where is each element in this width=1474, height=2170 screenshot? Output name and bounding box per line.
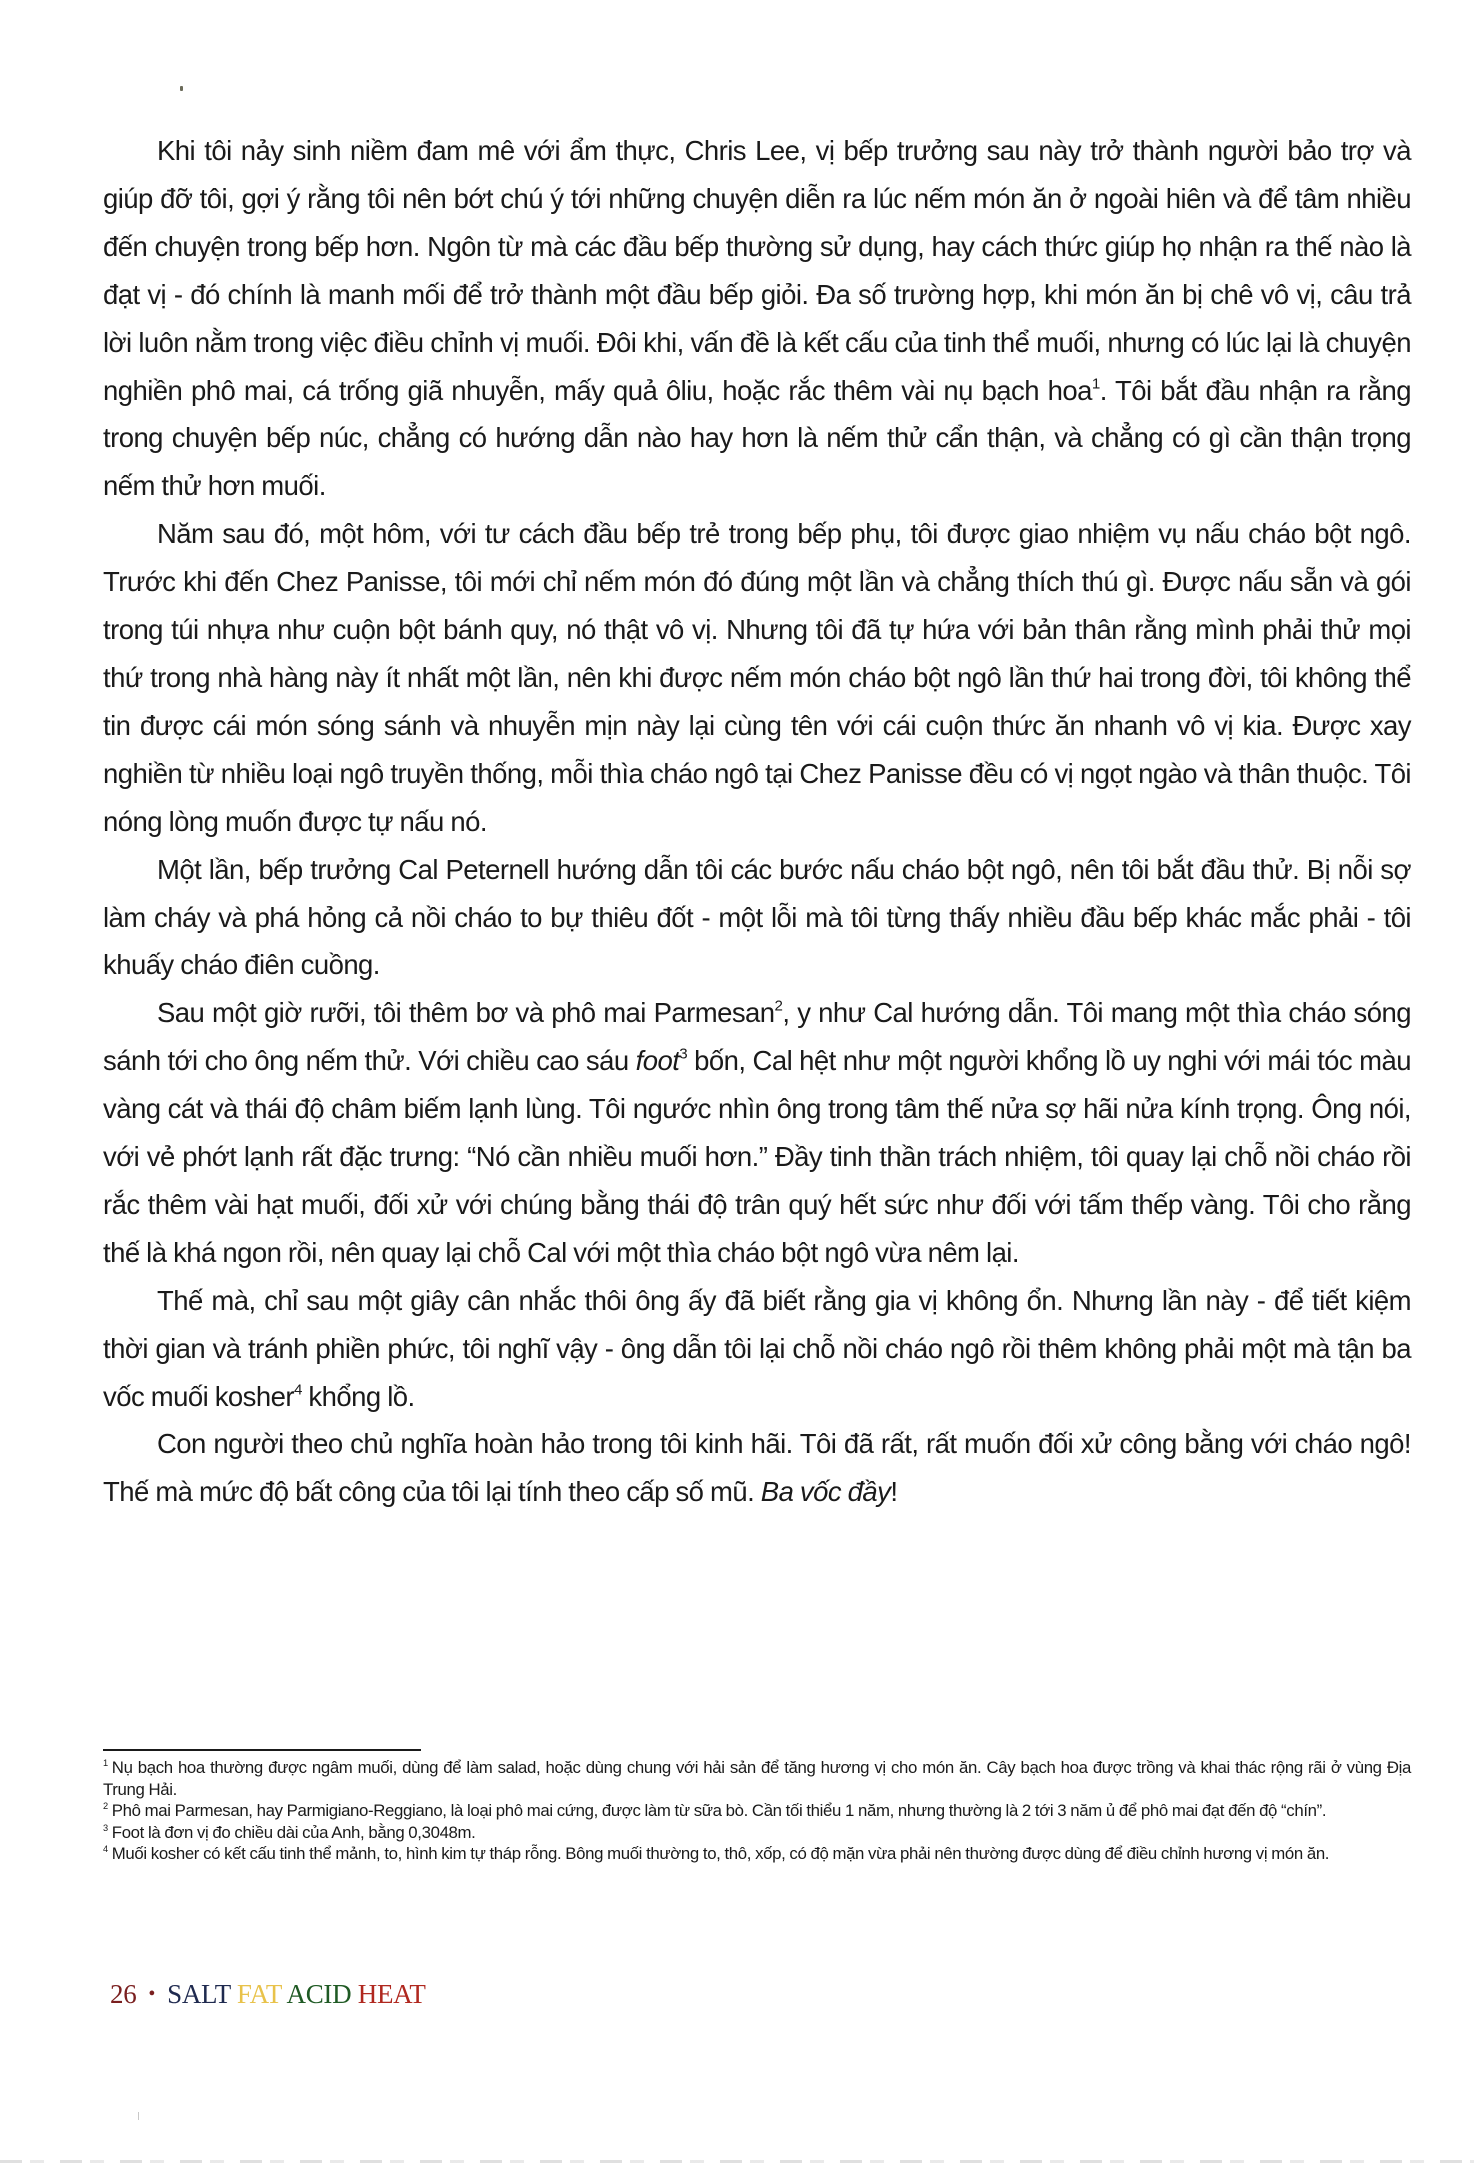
footnote-text: Phô mai Parmesan, hay Parmigiano-Reggiano, là loại phô mai cứng, được làm từ sữa bò. Cần tối thiểu 1 năm, nhưng thường là 2 tới 3 năm ủ để phô mai đạt đến độ “chín”. <box>111 1801 1327 1821</box>
paragraph-4 <box>103 989 1411 1276</box>
footnote-ref-1: 1 <box>1091 375 1100 393</box>
footnote-text: Muối kosher có kết cấu tinh thể mảnh, to, hình kim tự tháp rỗng. Bông muối thường to, thô, xốp, có độ mặn vừa phải nên thường được dùng để điều chỉnh hương vị món ăn. <box>111 1844 1330 1864</box>
paragraph-text: Thế mà, chỉ sau một giây cân nhắc thôi ông ấy đã biết rằng gia vị không ổn. Nhưng lần này - để tiết kiệm thời gian và tránh phiền phức, tôi nghĩ vậy - ông dẫn tôi lại chỗ nồi cháo ngô rồi thêm không phải một mà tận ba vốc muối kosher <box>103 1284 1411 1412</box>
book-title-heat: HEAT <box>357 1979 426 2009</box>
paragraph-text: Khi tôi nảy sinh niềm đam mê với ẩm thực, Chris Lee, vị bếp trưởng sau này trở thành người bảo trợ và giúp đỡ tôi, gợi ý rằng tôi nên bớt chú ý tới những chuyện diễn ra lúc nếm món ăn ở ngoài hiên và để tâm nhiều đến chuyện trong bếp hơn. Ngôn từ mà các đầu bếp thường sử dụng, hay cách thức giúp họ nhận ra thế nào là đạt vị - đó chính là manh mối để trở thành một đầu bếp giỏi. Đa số trường hợp, khi món ăn bị chê vô vị, câu trả lời luôn nằm trong việc điều chỉnh vị muối. Đôi khi, vấn đề là kết cấu của tinh thể muối, nhưng có lúc lại là chuyện nghiền phô mai, cá trống giã nhuyễn, mấy quả ôliu, hoặc rắc thêm vài nụ bạch hoa <box>103 135 1411 406</box>
scan-artifact-dot <box>180 86 183 91</box>
book-title-salt: SALT <box>167 1979 231 2009</box>
book-title-fat: FAT <box>236 1979 282 2009</box>
footnotes <box>103 1757 1411 1865</box>
paragraph-text: Sau một giờ rưỡi, tôi thêm bơ và phô mai Parmesan <box>157 997 775 1029</box>
paragraph-5 <box>103 1277 1411 1421</box>
paragraph-2: Năm sau đó, một hôm, với tư cách đầu bếp trẻ trong bếp phụ, tôi được giao nhiệm vụ nấu cháo bột ngô. Trước khi đến Chez Panisse, tôi mới chỉ nếm món đó đúng một lần và chẳng thích thú gì. Được nấu sẵn và gói trong túi nhựa như cuộn bột bánh quy, nó thật vô vị. Nhưng tôi đã tự hứa với bản thân rằng mình phải thử mọi thứ trong nhà hàng này ít nhất một lần, nên khi được nếm món cháo bột ngô lần thứ hai trong đời, tôi không thể tin được cái món sóng sánh và nhuyễn mịn này lại cùng tên với cái cuộn thức ăn nhanh vô vị kia. Được xay nghiền từ nhiều loại ngô truyền thống, mỗi thìa cháo ngô tại Chez Panisse đều có vị ngọt ngào và thân thuộc. Tôi nóng lòng muốn được tự nấu nó. <box>103 518 1411 837</box>
footnote-4 <box>103 1843 1411 1865</box>
page-number: 26 <box>110 1979 137 2009</box>
paragraph-3: Một lần, bếp trưởng Cal Peternell hướng dẫn tôi các bước nấu cháo bột ngô, nên tôi bắt đầu thử. Bị nỗi sợ làm cháy và phá hỏng cả nồi cháo to bự thiêu đốt - một lỗi mà tôi từng thấy nhiều đầu bếp khác mắc phải - tôi khuấy cháo điên cuồng. <box>103 853 1411 981</box>
scan-artifact-tick <box>138 2112 139 2120</box>
body-text <box>103 127 1411 1516</box>
italic-term: foot <box>635 1045 680 1077</box>
footnote-ref-4: 4 <box>293 1381 302 1399</box>
footnote-text: Nụ bạch hoa thường được ngâm muối, dùng để làm salad, hoặc dùng chung với hải sản để tăng hương vị cho món ăn. Cây bạch hoa được trồng và khai thác rộng rãi ở vùng Địa Trung Hải. <box>103 1758 1411 1799</box>
paragraph-6 <box>103 1420 1411 1516</box>
italic-emphasis: Ba vốc đầy <box>760 1476 891 1508</box>
bullet-separator-icon: • <box>148 1983 156 2005</box>
footnote-1 <box>103 1757 1411 1800</box>
footnote-marker: 4 <box>103 1844 108 1855</box>
paragraph-text: ! <box>890 1476 898 1508</box>
paragraph-text: . Tôi bắt đầu nhận ra rằng trong chuyện bếp núc, chẳng có hướng dẫn nào hay hơn là nếm thử cẩn thận, và chẳng có gì cần thận trọng nếm thử hơn muối. <box>103 374 1411 502</box>
footnote-3 <box>103 1822 1411 1844</box>
paragraph-1 <box>103 127 1411 510</box>
running-footer <box>110 1978 426 2010</box>
footnote-marker: 3 <box>103 1822 108 1833</box>
paragraph-text: khổng lồ. <box>301 1380 415 1412</box>
paragraph-text: bốn, Cal hệt như một người khổng lồ uy nghi với mái tóc màu vàng cát và thái độ châm biếm lạnh lùng. Tôi ngước nhìn ông trong tâm thế nửa sợ hãi nửa kính trọng. Ông nói, với vẻ phớt lạnh rất đặc trưng: “Nó cần nhiều muối hơn.” Đầy tinh thần trách nhiệm, tôi quay lại chỗ nồi cháo rồi rắc thêm vài hạt muối, đối xử với chúng bằng thái độ trân quý hết sức như đối với tấm thếp vàng. Tôi cho rằng thế là khá ngon rồi, nên quay lại chỗ Cal với một thìa cháo bột ngô vừa nêm lại. <box>103 1045 1411 1268</box>
footnote-2 <box>103 1800 1411 1822</box>
book-title-acid: ACID <box>286 1979 352 2009</box>
footnote-divider <box>103 1749 421 1751</box>
footnote-ref-2: 2 <box>774 997 783 1015</box>
scan-edge-artifact <box>0 2160 1474 2163</box>
paragraph-text: , y như Cal hướng dẫn. Tôi mang một thìa cháo sóng sánh tới cho ông nếm thử. Với chiều cao sáu <box>103 997 1411 1077</box>
footnote-ref-3: 3 <box>679 1045 688 1063</box>
footnote-text: Foot là đơn vị đo chiều dài của Anh, bằng 0,3048m. <box>111 1822 476 1842</box>
paragraph-text: Con người theo chủ nghĩa hoàn hảo trong tôi kinh hãi. Tôi đã rất, rất muốn đối xử công bằng với cháo ngô! Thế mà mức độ bất công của tôi lại tính theo cấp số mũ. <box>103 1428 1411 1508</box>
footnote-marker: 1 <box>103 1758 108 1769</box>
footnote-marker: 2 <box>103 1801 108 1812</box>
